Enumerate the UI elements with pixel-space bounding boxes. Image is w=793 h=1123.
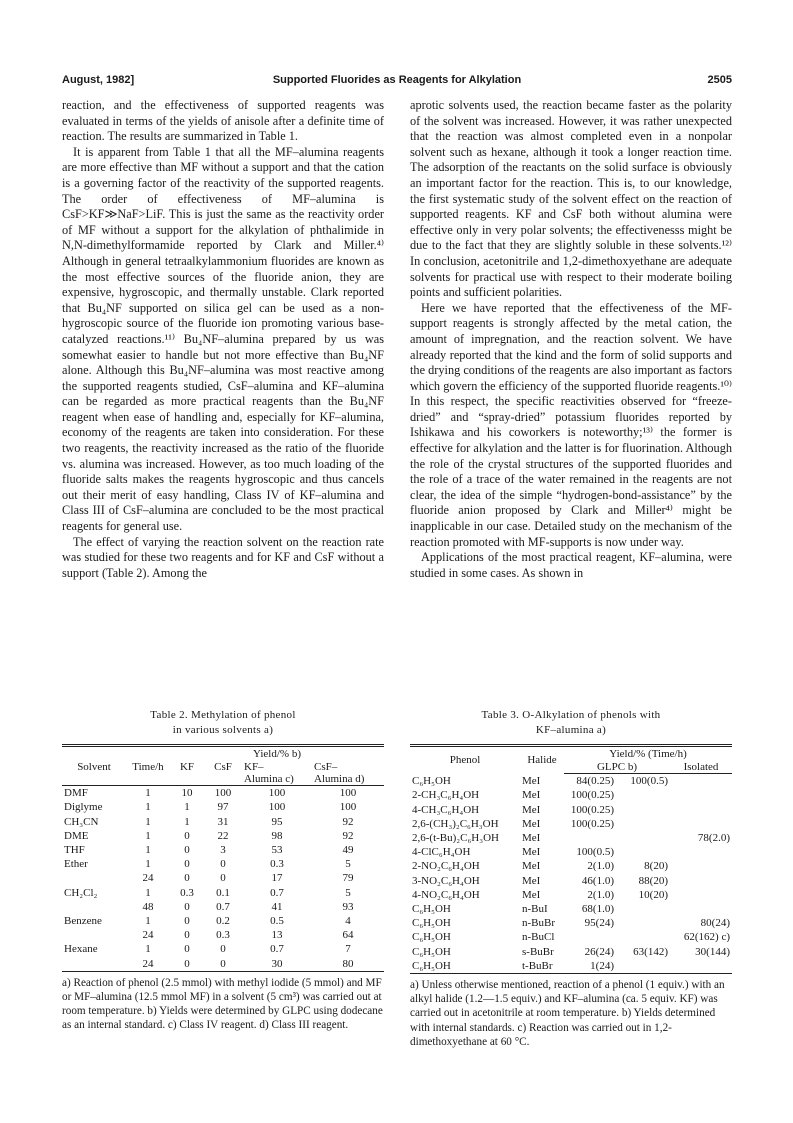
table-cell [616,788,670,802]
table-cell: 1 [145,943,151,956]
table-cell [616,930,670,944]
table-cell: Benzene [64,915,102,928]
table-cell: 0 [184,943,190,956]
table-cell: 0 [220,943,226,956]
table-cell [616,845,670,859]
table-cell: 0 [184,844,190,857]
table-3-footnote: a) Unless otherwise mentioned, reaction of a phenol (1 equiv.) with an alkyl halide (1.2—1.5 equiv.) and KF–alumina (ca. 5 equiv. KF) was carried out in acetonitrile at room temperature. b) Yields determined with internal standards. c) Reaction was carried out in 1,2-dimethoxyethane at 60 °C. [410,979,725,1048]
table-cell: MeI [522,846,541,859]
table-cell: MeI [522,803,541,816]
table-cell [616,916,670,930]
table-cell [62,871,126,885]
table-cell: 0.7 [270,886,284,899]
table-cell: 64 [342,929,354,942]
table-cell: 30(144) [695,945,730,958]
table-cell: 84(0.25) [576,775,614,788]
header-title: Supported Fluorides as Reagents for Alkylation [272,74,522,86]
table-cell [62,957,126,972]
table-cell: 53 [271,844,283,857]
paragraph: Here we have reported that the effectiveness of the MF-support reagents is strongly affected by the metal cation, the amount of impregnation, and the reaction solvent. We have already reported that the kind and the form of solid supports and the drying conditions of the reagents are also important as factors which govern the efficiency of the supported fluoride reagents.¹⁰⁾ In this respect, the specific reactivities observed for “freeze-dried” and “spray-dried” potassium fluorides reported by Ishikawa and his coworkers is noteworthy;¹³⁾ the former is effective for alkylation and the latter is for fluorination. Although the role of the crystal structures of the supported fluorides and the role of a trace of the water remained in the reagents are not clear, the idea of the simple “hydrogen-bond-assistance” by the fluoride anion proposed by Clark and Miller⁴⁾ might be inapplicable in our case. Detailed study on the mechanism of the reaction promoted with MF-supports is now under way. [410,300,732,549]
table-cell: MeI [522,874,541,887]
table-row [410,774,732,789]
table-row [62,871,384,885]
table-cell [670,788,732,802]
table-cell: 0.5 [270,915,284,928]
table-row [62,942,384,956]
table-cell: 1 [145,844,151,857]
table-cell: 0 [184,900,190,913]
table-cell: C₆H₅OH [412,903,451,916]
table-cell: 48 [142,900,154,913]
table-cell: 62(162) c) [683,931,730,944]
table-cell: 17 [271,872,283,885]
table-cell: 49 [342,844,354,857]
table-cell [670,902,732,916]
table-cell: 0 [220,872,226,885]
table-cell: 0.1 [216,886,230,899]
table-row [410,788,732,802]
paragraph: reaction, and the effectiveness of supported reagents was evaluated in terms of the yields of anisole after a definite time of reaction. The results are summarized in Table 1. [62,98,384,144]
table-cell: 4-NO₂C₆H₄OH [412,888,480,901]
table-cell: 97 [217,801,229,814]
table-2 [62,708,384,1033]
table-cell: 80 [312,957,384,972]
table-cell: 0 [184,872,190,885]
table-cell: 100(0.25) [570,803,614,816]
table-cell: DMF [64,787,88,800]
table-row [410,902,732,916]
table-cell: 2-NO₂C₆H₄OH [412,860,480,873]
table-cell: 1 [145,801,151,814]
table-cell [616,831,670,845]
yield-header: Yield/% b) [170,746,384,762]
table-cell: 0.7 [270,943,284,956]
table-cell: 13 [271,929,283,942]
table-cell: 68(1.0) [581,903,614,916]
table-row [62,928,384,942]
table-row [62,857,384,871]
table-cell: MeI [522,832,541,845]
table-header-row: GLPC b) Isolated [410,761,732,774]
table-cell: 24 [142,872,154,885]
table-cell: 30 [242,957,312,972]
table-cell: 2(1.0) [587,860,614,873]
table-cell [670,803,732,817]
table-row [410,859,732,873]
table-cell: 0 [204,957,242,972]
table-cell [564,831,616,845]
table-cell: 24 [126,957,170,972]
table-cell: 80(24) [700,917,730,930]
table-row [410,874,732,888]
table-cell: 1 [184,815,190,828]
paragraph: Applications of the most practical reagent, KF–alumina, were studied in some cases. As shown in [410,550,732,580]
table-cell: C₆H₅OH [412,917,451,930]
table-cell: 100(0.5) [630,775,668,788]
table-cell: 1 [145,787,151,800]
table-cell: CH₂Cl₂ [64,886,98,899]
table-row [410,845,732,859]
table-cell: 100 [339,787,357,800]
table-cell: 41 [271,900,283,913]
table-cell: MeI [522,789,541,802]
table-cell: n-BuBr [522,917,555,930]
table-cell: 1 [145,915,151,928]
table-cell: 88(20) [638,874,668,887]
table-cell: 4-ClC₆H₄OH [412,846,471,859]
table-row [410,817,732,831]
table-row [410,831,732,845]
table-cell [670,859,732,873]
table-cell: 8(20) [644,860,668,873]
table-cell: 100(0.25) [570,817,614,830]
paragraph: It is apparent from Table 1 that all the MF–alumina reagents are more effective than MF without a support and that the cation is a governing factor of the reactivity of the supported reagents. The order of effectiveness of MF–alumina is CsF>KF≫NaF>LiF. This is just the same as the reactivity order of MF without a support for the alkylation of phthalimide in N,N-dimethylformamide reported by Clark and Miller.⁴⁾ Although in general tetraalkylammonium fluorides are known as the most effective sources of the fluoride anion, they are expensive, hygroscopic, and thermally unstable. Clark reported that Bu₄NF supported on silica gel can be used as a non-hygroscopic source of the fluoride ion promoting various base-catalyzed reactions.¹¹⁾ Bu₄NF–alumina prepared by us was somewhat easier to handle but not more effective than Bu₄NF alone. Although this Bu₄NF–alumina was most reactive among the supported reagents studied, CsF–alumina and KF–alumina can be regarded as more practical reagents than the Bu₄NF reagent when ease of handling and, especially for KF–alumina, economy of the reagents are taken into consideration. For these two reagents, the reactivity increased as the ratio of the fluoride vs. alumina was increased. However, as too much loading of the fluoride salts makes the reagents hygroscopic and thus cancels out their merit of easy handling, Class IV of KF–alumina and Class III of CsF–alumina are concluded to be the most practical reagents for general use. [62,144,384,534]
table-cell: 92 [342,829,354,842]
table-cell: 0 [220,858,226,871]
table-cell: 0.3 [216,929,230,942]
table-cell: 1(24) [564,959,616,974]
table-cell: 0.3 [270,858,284,871]
table-cell: 0 [184,858,190,871]
table-row [410,930,732,944]
table-cell: 10(20) [638,888,668,901]
table-cell: 0 [184,915,190,928]
yield-header: Yield/% (Time/h) [564,746,732,762]
running-header [62,74,732,90]
table-cell: C₆H₅OH [412,931,451,944]
table-cell: 95 [271,815,283,828]
table-row [410,916,732,930]
table-row [62,914,384,928]
table-cell: C₆H₅OH [412,945,451,958]
table-row [62,829,384,843]
table-cell: 100 [268,801,286,814]
table-cell: 93 [342,900,354,913]
table-cell: 1 [145,829,151,842]
table-cell [62,900,126,914]
table-cell: 2,6-(CH₃)₂C₆H₃OH [412,817,499,830]
table-row [62,886,384,900]
table-cell: 3-NO₂C₆H₄OH [412,874,480,887]
table-row [410,945,732,959]
table-cell: 4 [345,915,351,928]
table-cell: n-BuI [522,903,548,916]
table-cell: 98 [271,829,283,842]
table-cell [670,845,732,859]
table-row [62,815,384,829]
paragraph: aprotic solvents used, the reaction became faster as the polarity of the solvent was increased. However, it was rather unexpected that the reaction was almost completed even in a nonpolar solvent such as hexane, although it took a longer reaction time. The adsorption of the reactants on the solid surface is obviously an important factor for the reaction. This is, to our knowledge, the first systematic study of the solvent effect on the reaction of supported reagents. KF and CsF both without alumina were effective only in very polar solvents; the effectivenesss might be due to the fact that they are slightly soluble in these solvents.¹²⁾ In conclusion, acetonitrile and 1,2-dimethoxyethane are adequate solvents for practical use with respect to their moderate boiling points and sufficient polarities. [410,98,732,300]
left-column [62,98,384,581]
table-cell: 100 [214,787,232,800]
table-cell: 0.7 [216,900,230,913]
table-cell: 100(0.5) [576,846,614,859]
table-cell: 2(1.0) [587,888,614,901]
table-cell: Hexane [64,943,98,956]
table-cell [616,817,670,831]
table-cell [616,803,670,817]
table-cell: 26(24) [584,945,614,958]
table-row [62,800,384,814]
table-row [62,957,384,972]
table-2-footnote: a) Reaction of phenol (2.5 mmol) with methyl iodide (5 mmol) and MF or MF–alumina (12.5 mmol MF) in a solvent (5 cm³) was carried out at room temperature. b) Yields were determined by GLPC using dodecane as an internal standard. c) Class IV reagent. d) Class III reagent. [62,976,383,1032]
table-cell: 100(0.25) [570,789,614,802]
table-cell [616,959,670,974]
table-cell: 0 [170,957,204,972]
table-cell: n-BuCl [522,931,555,944]
table-cell: 24 [142,929,154,942]
table-header-row: Alumina c) Alumina d) [62,773,384,786]
table-cell: 4-CH₃C₆H₄OH [412,803,480,816]
table-cell: 95(24) [584,917,614,930]
table-row [410,803,732,817]
page-number: 2505 [707,74,732,86]
table-cell: DME [64,829,89,842]
table-cell [616,902,670,916]
table-cell: 31 [217,815,229,828]
header-date: August, 1982] [62,74,135,86]
table-cell: 2,6-(t-Bu)₂C₆H₃OH [412,832,499,845]
table-cell [670,774,732,789]
table-cell: 1 [184,801,190,814]
table-cell: 10 [181,787,193,800]
table-cell: Ether [64,858,88,871]
table-3 [410,708,732,1049]
table-cell: MeI [522,774,541,787]
table-cell: 0.3 [180,886,194,899]
table-cell: THF [64,844,85,857]
table-2-grid [62,744,384,972]
right-column [410,98,732,581]
table-cell: MeI [522,888,541,901]
table-cell: CH₃CN [64,815,99,828]
table-cell: 5 [345,858,351,871]
table-3-grid [410,744,732,974]
table-cell: 22 [217,829,229,842]
table-cell [670,959,732,974]
table-cell: 1 [145,858,151,871]
table-cell: MeI [522,817,541,830]
table-cell: 1 [145,886,151,899]
table-cell: 5 [345,886,351,899]
table-cell [670,888,732,902]
table-2-caption: Table 2. Methylation of phenol in various solvents a) [150,709,296,736]
table-cell: 2-CH₃C₆H₄OH [412,789,480,802]
table-cell: 46(1.0) [581,874,614,887]
table-row [62,900,384,914]
table-3-caption: Table 3. O-Alkylation of phenols with KF–alumina a) [481,709,661,736]
table-cell: 7 [345,943,351,956]
table-header-row: Solvent Time/h KF CsF KF– CsF– [77,761,338,774]
table-header-row: Phenol Halide Yield/% (Time/h) [410,746,732,762]
table-row [62,843,384,857]
table-cell [670,817,732,831]
table-cell: Diglyme [64,801,103,814]
table-cell: MeI [522,860,541,873]
table-row [62,786,384,801]
table-cell: 63(142) [633,945,668,958]
table-header-row [62,746,384,762]
table-cell: 0 [184,829,190,842]
table-cell: s-BuBr [522,945,554,958]
table-cell: 100 [339,801,357,814]
table-cell [564,930,616,944]
table-row [410,959,732,974]
table-cell: 0 [184,929,190,942]
table-cell [62,928,126,942]
table-row [410,888,732,902]
table-cell: C₆H₅OH [410,959,520,974]
paragraph: The effect of varying the reaction solvent on the reaction rate was studied for these two reagents and for KF and CsF without a support (Table 2). Among the [62,534,384,580]
table-cell: 78(2.0) [697,832,730,845]
table-cell: 3 [220,844,226,857]
table-cell: 92 [342,815,354,828]
table-cell: 79 [342,872,354,885]
table-cell: t-BuBr [520,959,564,974]
table-cell: 0.2 [216,915,230,928]
table-cell: 100 [268,787,286,800]
table-cell: C₆H₅OH [412,774,451,787]
table-cell [670,874,732,888]
table-cell: 1 [145,815,151,828]
